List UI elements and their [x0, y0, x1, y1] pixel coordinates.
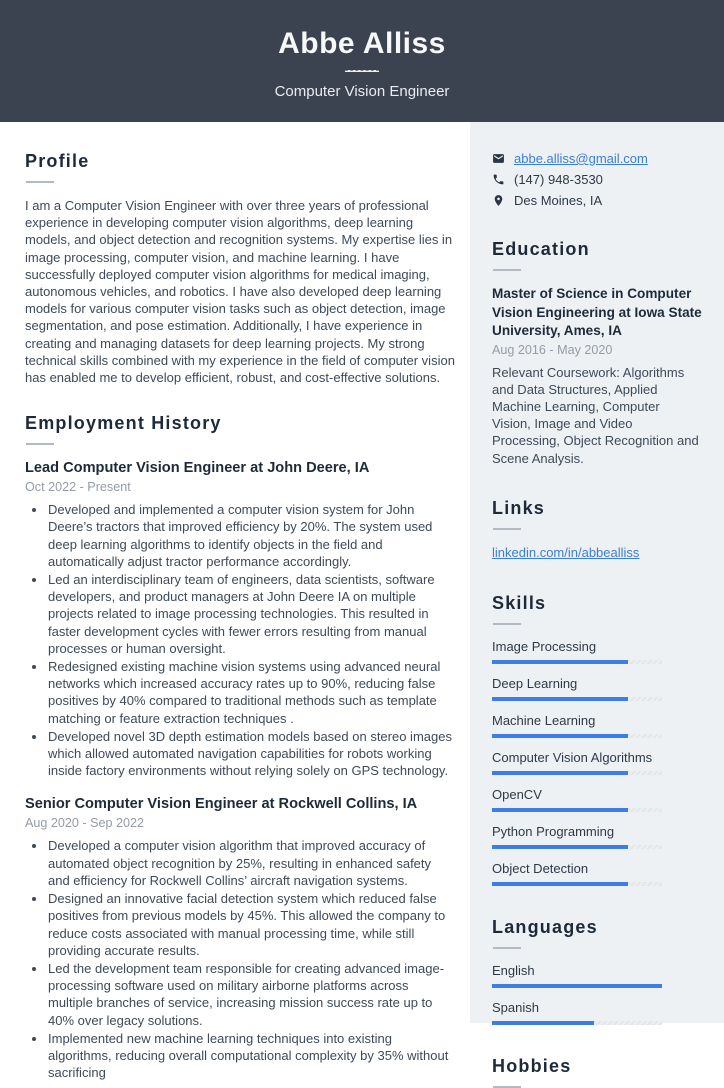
job-dates: Aug 2020 - Sep 2022	[25, 816, 145, 831]
job-dates: Oct 2022 - Present	[25, 480, 131, 495]
skill-item	[492, 750, 702, 775]
language-item	[492, 963, 702, 988]
skill-bar-track	[492, 660, 662, 664]
job-bullet-list	[25, 837, 455, 1081]
language-item	[492, 1000, 702, 1025]
job-bullet: • Developed a computer vision algorithm that improved accuracy of automated object recognition by 25%, resulting in enhanced safety and efficiency for Rockwell Collins’ aircraft navigation systems.	[47, 837, 455, 889]
skill-bar-track	[492, 808, 662, 812]
email-icon	[492, 152, 505, 165]
location-pin-icon	[492, 194, 505, 207]
resume-header	[0, 0, 724, 122]
job-bullet: • Developed and implemented a computer vision system for John Deere’s tractors that improved efficiency by 20%. The system used deep learning algorithms to identify objects in the field and automatically adjust tractor performance accordingly.	[47, 501, 455, 570]
skill-item	[492, 787, 702, 812]
language-bar-track	[492, 1021, 662, 1025]
skill-bar-track	[492, 697, 662, 701]
job-entry	[25, 459, 455, 779]
job-bullet: • Redesigned existing machine vision systems using advanced neural networks which increased accuracy rates up to 90%, reducing false positives by 40% compared to traditional methods such as template matching or feature extraction techniques .	[47, 658, 455, 727]
links-section	[492, 498, 702, 562]
skills-section	[492, 593, 702, 886]
language-bar-fill	[492, 1021, 594, 1025]
skill-label: Python Programming	[492, 823, 615, 839]
profile-heading: Profile	[25, 151, 90, 171]
employment-heading: Employment History	[25, 413, 222, 434]
contact-phone-row	[492, 172, 702, 187]
job-bullet-list	[25, 501, 455, 779]
skill-label: Object Detection	[492, 860, 589, 876]
job-bullet: • Implemented new machine learning techniques into existing algorithms, reducing overall computational complexity by 35% without sacrificing	[47, 1030, 455, 1082]
links-heading-rule	[493, 528, 521, 530]
languages-section	[492, 917, 702, 1025]
phone-number: (147) 948-3530	[514, 172, 603, 187]
hobbies-heading-rule	[493, 1086, 521, 1088]
skill-item	[492, 676, 702, 701]
skill-bar-fill	[492, 697, 628, 701]
sidebar-column	[470, 122, 724, 1076]
skill-label: Deep Learning	[492, 675, 578, 691]
profile-text: I am a Computer Vision Engineer with over three years of professional experience in developing computer vision algorithms, deep learning models, and object detection and recognition systems. My expertise lies in image processing, computer vision, and machine learning. I have successfully deployed computer vision algorithms for medical imaging, autonomous vehicles, and robotics. I have also developed deep learning models for various computer vision tasks such as object detection, image segmentation, and pose estimation. Additionally, I have experience in creating and managing datasets for deep learning projects. My strong technical skills combined with my experience in the field of computer vision has enabled me to develop efficient, robust, and cost-effective solutions.	[25, 198, 455, 386]
contact-location-row	[492, 193, 702, 208]
skill-bar-fill	[492, 660, 628, 664]
location-text: Des Moines, IA	[514, 193, 603, 208]
profile-heading-rule	[26, 181, 54, 183]
contact-email-row	[492, 151, 702, 166]
skill-label: OpenCV	[492, 786, 542, 802]
hobbies-heading: Hobbies	[492, 1055, 572, 1076]
skill-label: Image Processing	[492, 638, 597, 654]
education-heading: Education	[492, 239, 590, 259]
education-description: Relevant Coursework: Algorithms and Data Structures, Applied Machine Learning, Computer Vision, Image and Video Processing, Object Recognition and Scene Analysis.	[492, 364, 699, 466]
skill-label: Machine Learning	[492, 712, 596, 728]
languages-heading: Languages	[492, 916, 598, 937]
employment-heading-rule	[26, 443, 54, 445]
job-title: Lead Computer Vision Engineer at John Deere, IA	[25, 460, 370, 477]
languages-heading-rule	[493, 947, 521, 949]
candidate-name: Abbe Alliss	[278, 26, 446, 60]
skill-bar-track	[492, 845, 662, 849]
resume-body	[0, 122, 724, 1081]
email-link[interactable]: abbe.alliss@gmail.com	[514, 151, 648, 166]
skills-heading: Skills	[492, 592, 547, 613]
skill-bar-track	[492, 882, 662, 886]
contact-section	[492, 151, 702, 208]
job-title: Senior Computer Vision Engineer at Rockwell Collins, IA	[25, 796, 418, 813]
language-bar-fill	[492, 984, 662, 988]
skills-heading-rule	[493, 623, 521, 625]
main-column	[0, 122, 470, 1081]
skill-bar-track	[492, 771, 662, 775]
skill-label: Computer Vision Algorithms	[492, 749, 653, 765]
skill-bar-fill	[492, 808, 628, 812]
candidate-job-title: Computer Vision Engineer	[274, 82, 450, 100]
skill-item	[492, 639, 702, 664]
job-bullet: • Developed novel 3D depth estimation models based on stereo images which allowed automated navigation capabilities for robots working inside factory environments without relying solely on GPS technology.	[47, 728, 455, 780]
education-dates: Aug 2016 - May 2020	[492, 342, 613, 357]
language-label: Spanish	[492, 999, 539, 1015]
skill-bar-fill	[492, 845, 628, 849]
skill-bar-fill	[492, 882, 628, 886]
language-bar-track	[492, 984, 662, 988]
employment-section	[25, 413, 455, 1081]
skill-item	[492, 861, 702, 886]
education-degree: Master of Science in Computer Vision Engineering at Iowa State University, Ames, IA	[492, 286, 702, 338]
skill-bar-track	[492, 734, 662, 738]
education-section	[492, 239, 702, 467]
skill-bar-fill	[492, 771, 628, 775]
header-divider	[345, 70, 379, 72]
hobbies-section	[492, 1056, 702, 1088]
skill-item	[492, 713, 702, 738]
job-bullet: • Designed an innovative facial detection system which reduced false positives from previous models by 45%. This allowed the company to reduce costs associated with manual processing time, while still providing accurate results.	[47, 890, 455, 959]
language-label: English	[492, 962, 535, 978]
linkedin-link[interactable]: linkedin.com/in/abbealliss	[492, 544, 640, 560]
job-bullet: • Led the development team responsible for creating advanced image-processing software used on military airborne platforms across multiple branches of service, increasing mission success rate up to 40% over legacy solutions.	[47, 960, 455, 1029]
phone-icon	[492, 173, 505, 186]
links-heading: Links	[492, 497, 546, 518]
skill-bar-fill	[492, 734, 628, 738]
skill-item	[492, 824, 702, 849]
job-entry	[25, 795, 455, 1081]
job-bullet: • Led an interdisciplinary team of engineers, data scientists, software developers, and product managers at John Deere IA on multiple projects related to image processing technologies. This resulted in faster development cycles with fewer errors resulting from manual processes or human oversight.	[47, 571, 455, 657]
education-heading-rule	[493, 269, 521, 271]
